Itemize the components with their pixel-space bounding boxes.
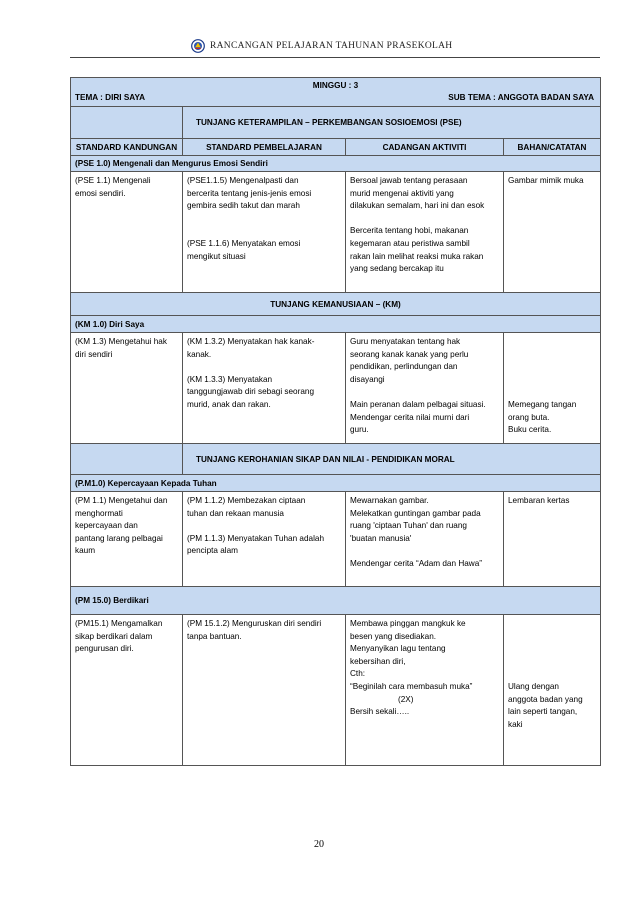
text-line: lain seperti tangan, <box>508 707 578 717</box>
text-line: kaum <box>75 546 96 556</box>
text-line: Buku cerita. <box>508 425 552 435</box>
km-kandungan <box>71 333 182 364</box>
pm15-heading-row <box>71 587 601 615</box>
text-line: murid mengenai aktiviti yang <box>350 188 454 198</box>
text-line: Ulang dengan <box>508 681 559 691</box>
pm15-content-row <box>71 615 601 766</box>
text-line: (PSE 1.1.6) Menyatakan emosi <box>187 238 301 248</box>
text-line: sikap berdikari dalam <box>75 631 153 641</box>
text-line: Mewarnakan gambar. <box>350 496 429 505</box>
text-line: kanak. <box>187 349 212 359</box>
pm1-content-row <box>71 492 601 587</box>
text-line: (2X) <box>398 694 414 704</box>
km-heading: (KM 1.0) Diri Saya <box>75 319 145 329</box>
text-line: Membawa pinggan mangkuk ke <box>350 619 466 628</box>
text-line: seorang kanak kanak yang perlu <box>350 349 469 359</box>
pse-heading-row <box>71 156 601 172</box>
pm1-heading-row <box>71 475 601 492</box>
column-header-bahan: BAHAN/CATATAN <box>504 139 601 156</box>
text-line: tuhan dan rekaan manusia <box>187 508 284 518</box>
text-line: emosi sendiri. <box>75 188 126 198</box>
text-line: Lembaran kertas <box>508 496 570 505</box>
text-line: yang sedang bercakap itu <box>350 264 444 274</box>
pse-kandungan <box>71 172 182 203</box>
week-label: MINGGU : 3 <box>312 81 359 90</box>
text-line: (PM 1.1.2) Membezakan ciptaan <box>187 496 306 505</box>
tunjang-pm-title: TUNJANG KEROHANIAN SIKAP DAN NILAI - PENDIDIKAN MORAL <box>196 454 455 464</box>
page-number: 20 <box>314 839 324 850</box>
text-line: (PM 15.1.2) Menguruskan diri sendiri <box>187 619 322 628</box>
column-header-row <box>71 139 601 156</box>
page-header <box>0 38 638 60</box>
pm15-aktiviti <box>346 615 503 722</box>
pm15-bahan <box>504 615 600 734</box>
text-line: (KM 1.3.2) Menyatakan hak kanak- <box>187 337 315 346</box>
document-header-title: RANCANGAN PELAJARAN TAHUNAN PRASEKOLAH <box>210 41 453 51</box>
pse-aktiviti <box>346 172 503 279</box>
text-line: Bercerita tentang hobi, makanan <box>350 226 469 236</box>
text-line: guru. <box>350 425 369 435</box>
text-line: kebersihan diri, <box>350 656 406 666</box>
text-line: (KM 1.3.3) Menyatakan <box>187 374 273 384</box>
text-line: tanpa bantuan. <box>187 631 242 641</box>
theme-label: TEMA : DIRI SAYA <box>75 93 146 102</box>
tunjang-pse-title: TUNJANG KETERAMPILAN – PERKEMBANGAN SOSIOEMOSI (PSE) <box>196 118 462 127</box>
text-line: murid, anak dan rakan. <box>187 399 271 409</box>
column-header-kandungan: STANDARD KANDUNGAN <box>71 139 183 156</box>
pm15-heading: (PM 15.0) Berdikari <box>75 596 149 605</box>
text-line: kaki <box>508 719 523 729</box>
pse-pembelajaran <box>183 172 345 266</box>
text-line: anggota badan yang <box>508 694 583 704</box>
text-line: gembira sedih takut dan marah <box>187 201 300 211</box>
tunjang-pm-row <box>71 444 601 475</box>
pm1-bahan <box>504 492 600 511</box>
text-line: rakan lain melihat reaksi muka rakan <box>350 251 484 261</box>
tunjang-km-row <box>71 293 601 316</box>
text-line: Memegang tangan <box>508 399 577 409</box>
text-line: 'buatan manusia' <box>350 533 412 543</box>
text-line: (KM 1.3) Mengetahui hak <box>75 337 167 346</box>
ministry-crest-icon <box>191 39 205 53</box>
pse-content-row <box>71 172 601 293</box>
pm1-pembelajaran <box>183 492 345 561</box>
km-heading-row <box>71 316 601 333</box>
pm15-pembelajaran <box>183 615 345 646</box>
column-header-aktiviti: CADANGAN AKTIVITI <box>346 139 504 156</box>
pm15-kandungan <box>71 615 182 659</box>
tunjang-pse-row <box>71 107 601 139</box>
text-line: Mendengar cerita nilai murni dari <box>350 412 470 422</box>
text-line: Melekatkan guntingan gambar pada <box>350 508 481 518</box>
text-line: kegemaran atau peristiwa sambil <box>350 238 470 248</box>
text-line: pendidikan, perlindungan dan <box>350 362 458 372</box>
pm1-kandungan <box>71 492 182 561</box>
text-line: dilakukan semalam, hari ini dan esok <box>350 201 485 211</box>
text-line: Cth: <box>350 669 366 679</box>
text-line: pengurusan diri. <box>75 644 134 654</box>
text-line: bercerita tentang jenis-jenis emosi <box>187 188 312 198</box>
km-content-row <box>71 333 601 444</box>
text-line: kepercayaan dan <box>75 521 138 531</box>
text-line: disayangi <box>350 374 385 384</box>
pse-heading: (PSE 1.0) Mengenali dan Mengurus Emosi Sendiri <box>75 159 268 168</box>
column-header-pembelajaran: STANDARD PEMBELAJARAN <box>183 139 346 156</box>
pm1-aktiviti <box>346 492 503 574</box>
pse-bahan <box>504 172 600 191</box>
text-line: menghormati <box>75 508 123 518</box>
pm1-heading: (P.M1.0) Kepercayaan Kepada Tuhan <box>75 478 217 488</box>
text-line: (PM15.1) Mengamalkan <box>75 619 163 628</box>
text-line: Menyanyikan lagu tentang <box>350 644 446 654</box>
theme-row <box>71 78 601 107</box>
text-line: pantang larang pelbagai <box>75 533 163 543</box>
text-line: (PSE 1.1) Mengenali <box>75 176 151 185</box>
text-line: (PM 1.1) Mengetahui dan <box>75 496 168 505</box>
km-bahan <box>504 333 600 440</box>
text-line: “Beginilah cara membasuh muka” <box>350 681 473 691</box>
text-line: (PM 1.1.3) Menyatakan Tuhan adalah <box>187 533 324 543</box>
text-line: Guru menyatakan tentang hak <box>350 337 461 346</box>
lesson-plan-table <box>70 77 601 766</box>
subtheme-label: SUB TEMA : ANGGOTA BADAN SAYA <box>448 93 594 102</box>
km-pembelajaran <box>183 333 345 415</box>
text-line: (PSE1.1.5) Mengenalpasti dan <box>187 176 299 185</box>
text-line: ruang 'ciptaan Tuhan' dan ruang <box>350 521 467 531</box>
text-line: Bersoal jawab tentang perasaan <box>350 176 468 185</box>
text-line: Main peranan dalam pelbagai situasi. <box>350 399 486 409</box>
text-line: mengikut situasi <box>187 251 246 261</box>
text-line: orang buta. <box>508 412 550 422</box>
text-line: pencipta alam <box>187 546 238 556</box>
text-line: diri sendiri <box>75 349 113 359</box>
text-line: Gambar mimik muka <box>508 176 584 185</box>
header-divider <box>70 57 600 58</box>
text-line: Mendengar cerita “Adam dan Hawa” <box>350 558 482 568</box>
text-line: Bersih sekali….. <box>350 707 410 717</box>
tunjang-km-title: TUNJANG KEMANUSIAAN – (KM) <box>270 299 401 309</box>
km-aktiviti <box>346 333 503 440</box>
text-line: tanggungjawab diri sebagi seorang <box>187 387 314 397</box>
text-line: besen yang disediakan. <box>350 631 437 641</box>
